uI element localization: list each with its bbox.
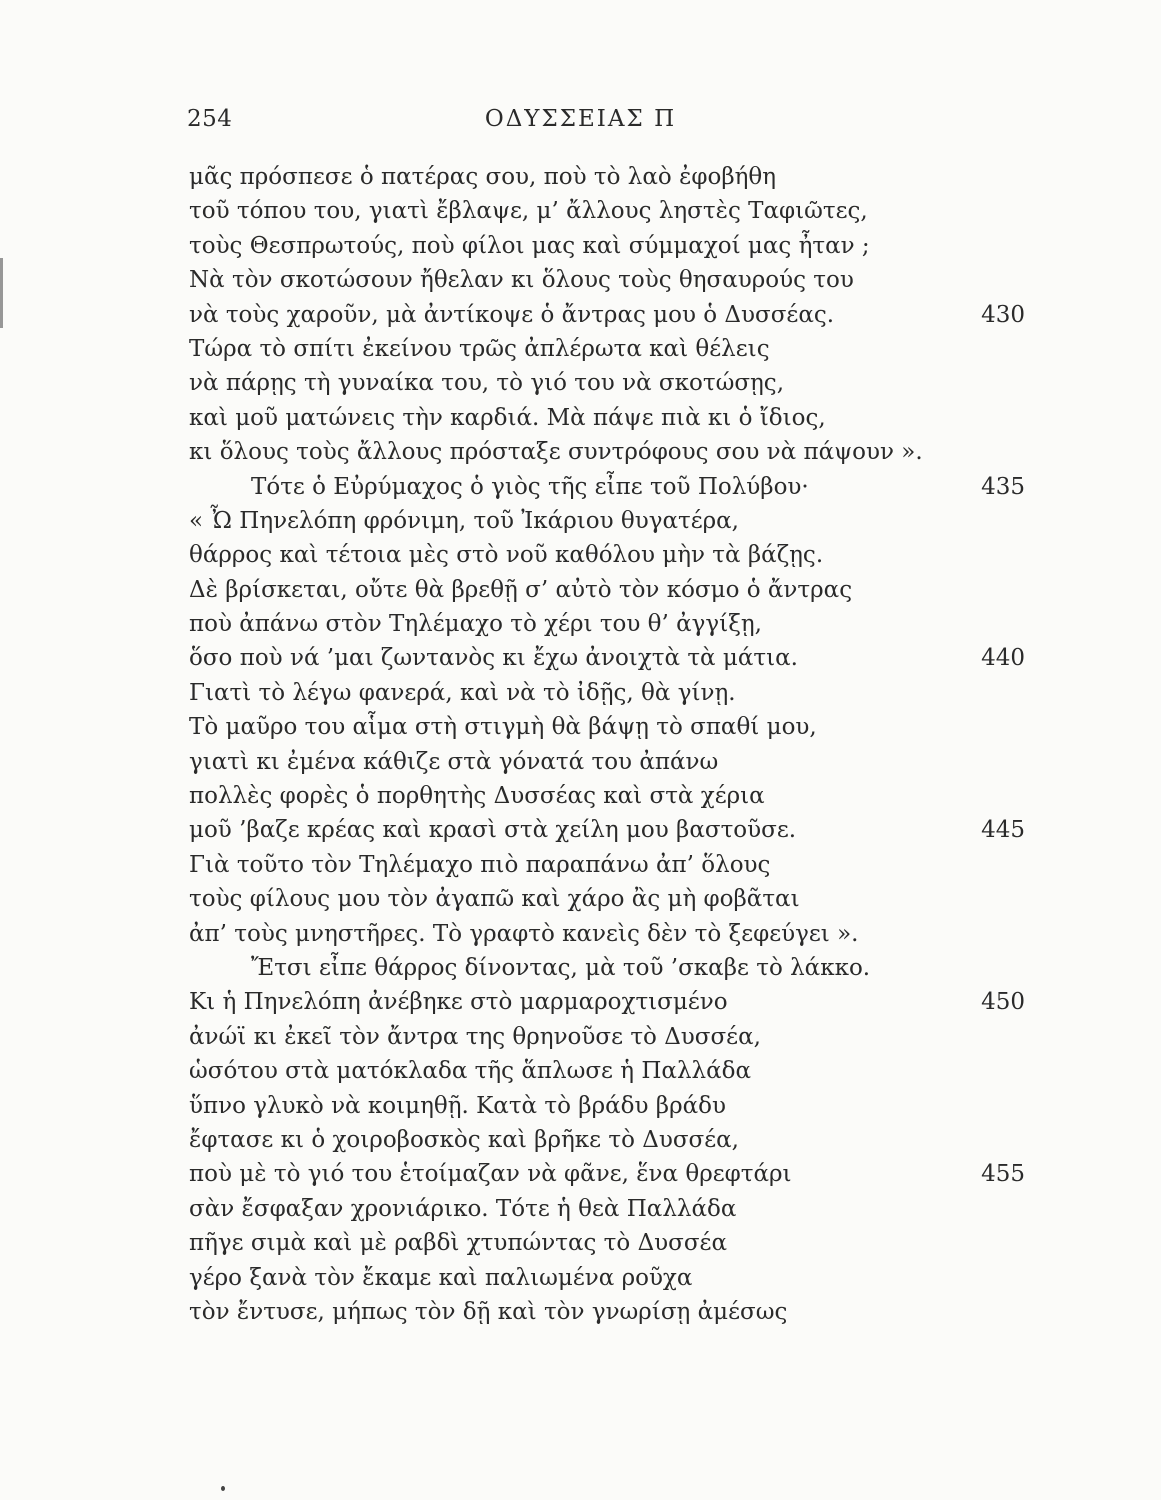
verse-line: [189, 263, 1039, 297]
verse-text: νὰ τοὺς χαροῦν, μὰ ἀντίκοψε ὁ ἄντρας μου ὁ Δυσσέας.: [189, 301, 835, 328]
verse-line: [189, 917, 1039, 951]
verse-text: τοῦ τόπου του, γιατὶ ἔβλαψε, μ’ ἄλλους ληστὲς Ταφιῶτες,: [189, 198, 868, 225]
line-number: 430: [981, 301, 1025, 328]
verse-text: Γιὰ τοῦτο τὸν Τηλέμαχο πιὸ παραπάνω ἀπ’ ὅλους: [189, 851, 771, 878]
verse-text: Δὲ βρίσκεται, οὔτε θὰ βρεθῇ σ’ αὐτὸ τὸν κόσμο ὁ ἄντρας: [189, 576, 853, 603]
verse-text: ὡσότου στὰ ματόκλαδα τῆς ἅπλωσε ἡ Παλλάδα: [189, 1058, 752, 1085]
verse-text: πῆγε σιμὰ καὶ μὲ ραβδὶ χτυπώντας τὸ Δυσσέα: [189, 1230, 728, 1257]
verse-text: γέρο ξανὰ τὸν ἔκαμε καὶ παλιωμένα ροῦχα: [189, 1264, 693, 1291]
verse-text: θάρρος καὶ τέτοια μὲς στὸ νοῦ καθόλου μὴν τὰ βάζῃς.: [189, 542, 824, 569]
verse-text: « Ὦ Πηνελόπη φρόνιμη, τοῦ Ἰκάριου θυγατέρα,: [189, 507, 739, 534]
line-number: 445: [981, 817, 1025, 844]
verse-line: [189, 573, 1039, 607]
verse-line: [189, 366, 1039, 400]
verse-line: [189, 1089, 1039, 1123]
verse-line: [189, 951, 1039, 985]
line-number: 455: [981, 1161, 1025, 1188]
verse-line: [189, 779, 1039, 813]
verse-text: μοῦ ’βαζε κρέας καὶ κρασὶ στὰ χείλη μου βαστοῦσε.: [189, 817, 797, 844]
verse-line: [189, 710, 1039, 744]
verse-line: [189, 1020, 1039, 1054]
verse-text: ὕπνο γλυκὸ νὰ κοιμηθῇ. Κατὰ τὸ βράδυ βράδυ: [189, 1092, 726, 1119]
verse-line: [189, 1192, 1039, 1226]
verse-line: [189, 1157, 1039, 1191]
verse-text: Ἔτσι εἶπε θάρρος δίνοντας, μὰ τοῦ ’σκαβε τὸ λάκκο.: [251, 954, 871, 981]
verse-line: [189, 298, 1039, 332]
line-number: 450: [981, 989, 1025, 1016]
verse-text: ἔφτασε κι ὁ χοιροβοσκὸς καὶ βρῆκε τὸ Δυσσέα,: [189, 1126, 739, 1153]
verse-line: [189, 676, 1039, 710]
verse-line: [189, 985, 1039, 1019]
verse-line: [189, 160, 1039, 194]
verse-text: γιατὶ κι ἐμένα κάθιζε στὰ γόνατά του ἀπάνω: [189, 748, 719, 775]
scan-edge-mark: [0, 258, 3, 328]
verse-text: ὅσο ποὺ νά ’μαι ζωντανὸς κι ἔχω ἀνοιχτὰ τὰ μάτια.: [189, 645, 798, 672]
verse-text: νὰ πάρῃς τὴ γυναίκα του, τὸ γιό του νὰ σκοτώσῃς,: [189, 370, 785, 397]
verse-line: [189, 229, 1039, 263]
verse-line: [189, 1295, 1039, 1329]
verse-line: [189, 607, 1039, 641]
verse-line: [189, 401, 1039, 435]
verse-line: [189, 745, 1039, 779]
verse-text: Νὰ τὸν σκοτώσουν ἤθελαν κι ὅλους τοὺς θησαυρούς του: [189, 267, 854, 294]
verse-text: Τώρα τὸ σπίτι ἐκείνου τρῶς ἀπλέρωτα καὶ θέλεις: [189, 335, 770, 362]
running-head: ΟΔΥΣΣΕΙΑΣ Π: [484, 106, 677, 132]
scan-speck: [221, 1486, 225, 1491]
verse-line: [189, 504, 1039, 538]
verse-text: πολλὲς φορὲς ὁ πορθητὴς Δυσσέας καὶ στὰ χέρια: [189, 783, 765, 810]
verse-text: τοὺς Θεσπρωτούς, ποὺ φίλοι μας καὶ σύμμαχοί μας ἦταν ;: [189, 232, 870, 259]
verse-text: ποὺ μὲ τὸ γιό του ἑτοίμαζαν νὰ φᾶνε, ἕνα θρεφτάρι: [189, 1161, 792, 1188]
line-number: 435: [981, 473, 1025, 500]
page-number: 254: [187, 106, 233, 132]
verse-text: τὸν ἔντυσε, μήπως τὸν δῇ καὶ τὸν γνωρίσῃ ἀμέσως: [189, 1298, 788, 1325]
verse-line: [189, 470, 1039, 504]
verse-line: [189, 813, 1039, 847]
verse-text: σὰν ἔσφαξαν χρονιάρικο. Τότε ἡ θεὰ Παλλάδα: [189, 1195, 737, 1222]
verse-line: [189, 194, 1039, 228]
verse-text: ἀνώϊ κι ἐκεῖ τὸν ἄντρα της θρηνοῦσε τὸ Δυσσέα,: [189, 1023, 761, 1050]
verse-line: [189, 1226, 1039, 1260]
verse-block: [189, 160, 1039, 1329]
verse-line: [189, 435, 1039, 469]
verse-line: [189, 1261, 1039, 1295]
verse-text: ποὺ ἀπάνω στὸν Τηλέμαχο τὸ χέρι του θ’ ἀγγίξῃ,: [189, 611, 762, 638]
verse-line: [189, 332, 1039, 366]
verse-text: μᾶς πρόσπεσε ὁ πατέρας σου, ποὺ τὸ λαὸ ἐφοβήθη: [189, 164, 777, 190]
verse-line: [189, 882, 1039, 916]
verse-text: καὶ μοῦ ματώνεις τὴν καρδιά. Μὰ πάψε πιὰ κι ὁ ἴδιος,: [189, 404, 826, 431]
verse-text: ἀπ’ τοὺς μνηστῆρες. Τὸ γραφτὸ κανεὶς δὲν τὸ ξεφεύγει ».: [189, 920, 859, 947]
verse-line: [189, 641, 1039, 675]
verse-text: Τὸ μαῦρο του αἷμα στὴ στιγμὴ θὰ βάψῃ τὸ σπαθί μου,: [189, 714, 817, 741]
verse-text: Τότε ὁ Εὐρύμαχος ὁ γιὸς τῆς εἶπε τοῦ Πολύβου·: [251, 473, 809, 500]
verse-text: τοὺς φίλους μου τὸν ἀγαπῶ καὶ χάρο ἂς μὴ φοβᾶται: [189, 886, 800, 913]
verse-text: κι ὅλους τοὺς ἄλλους πρόσταξε συντρόφους σου νὰ πάψουν ».: [189, 439, 923, 466]
verse-line: [189, 538, 1039, 572]
verse-line: [189, 1123, 1039, 1157]
verse-line: [189, 848, 1039, 882]
verse-text: Κι ἡ Πηνελόπη ἀνέβηκε στὸ μαρμαροχτισμένο: [189, 989, 728, 1016]
verse-line: [189, 1054, 1039, 1088]
verse-text: Γιατὶ τὸ λέγω φανερά, καὶ νὰ τὸ ἰδῇς, θὰ γίνῃ.: [189, 679, 736, 706]
line-number: 440: [981, 645, 1025, 672]
